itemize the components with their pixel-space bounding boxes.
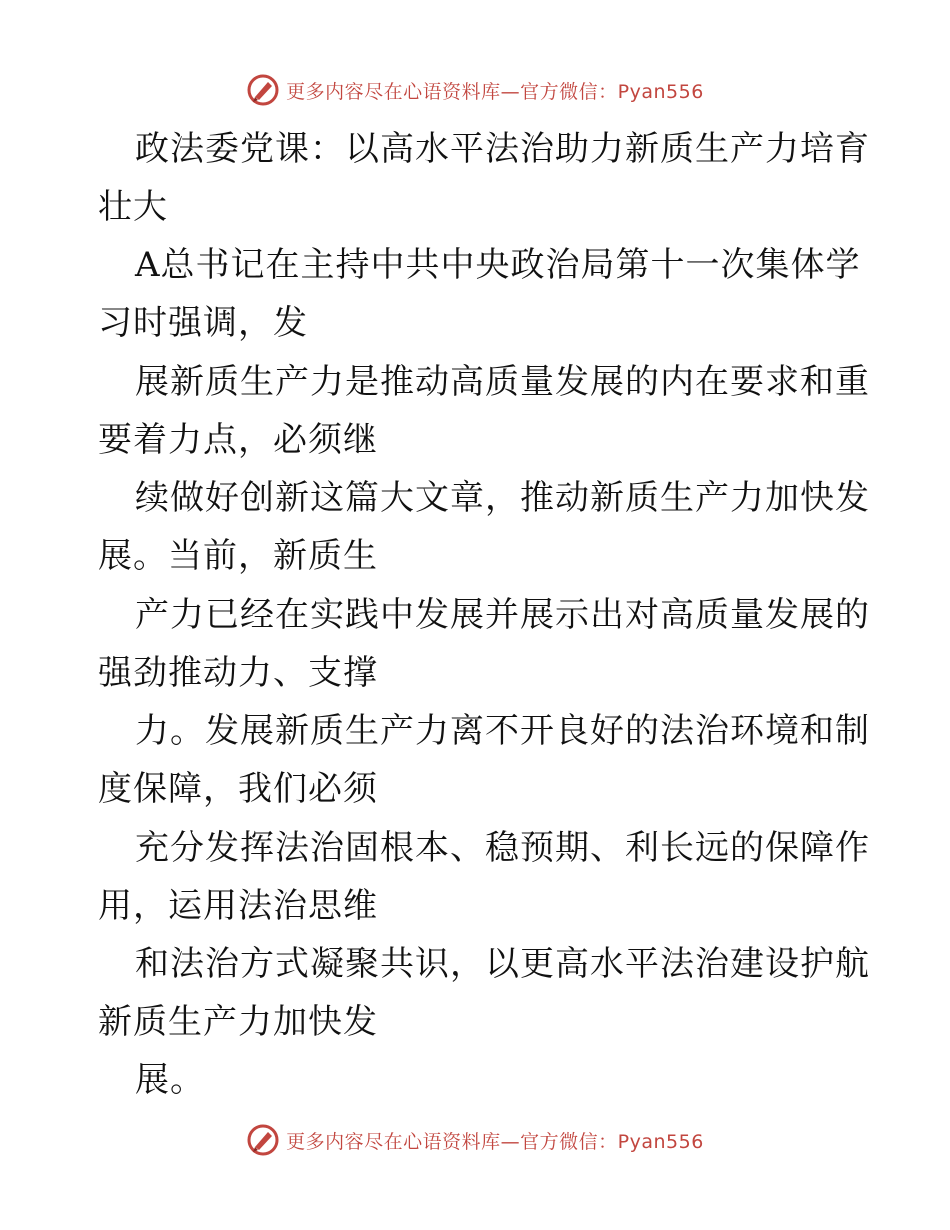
paragraph-line: 产力已经在实践中发展并展示出对高质量发展的: [135, 595, 870, 635]
document-title-line-2: 壮大: [98, 187, 168, 227]
paragraph-line: 要着力点，必须继: [98, 420, 378, 460]
paragraph-line: 用，运用法治思维: [98, 886, 378, 926]
paragraph-line: A总书记在主持中共中央政治局第十一次集体学: [135, 245, 861, 285]
paragraph-line: 展新质生产力是推动高质量发展的内在要求和重: [135, 362, 870, 402]
paragraph-line: 习时强调，发: [98, 303, 308, 343]
footer-watermark-text: 更多内容尽在心语资料库—官方微信：Pyan556: [286, 1130, 704, 1153]
paragraph-line: 度保障，我们必须: [98, 769, 378, 809]
paragraph-line: 和法治方式凝聚共识，以更高水平法治建设护航: [135, 944, 870, 984]
document-title-line-1: 政法委党课：以高水平法治助力新质生产力培育: [135, 129, 870, 169]
paragraph-line: 展。: [135, 1060, 205, 1100]
paragraph-line: 新质生产力加快发: [98, 1002, 378, 1042]
paragraph-line: 展。当前，新质生: [98, 536, 378, 576]
paragraph-line: 充分发挥法治固根本、稳预期、利长远的保障作: [135, 828, 870, 868]
paragraph-line: 力。发展新质生产力离不开良好的法治环境和制: [135, 711, 870, 751]
footer-watermark-banner: [0, 1120, 950, 1160]
paragraph-line: 强劲推动力、支撑: [98, 653, 378, 693]
paragraph-line: 续做好创新这篇大文章，推动新质生产力加快发: [135, 478, 870, 518]
quill-logo-icon: [246, 1123, 280, 1157]
header-watermark-text: 更多内容尽在心语资料库—官方微信：Pyan556: [286, 80, 704, 103]
